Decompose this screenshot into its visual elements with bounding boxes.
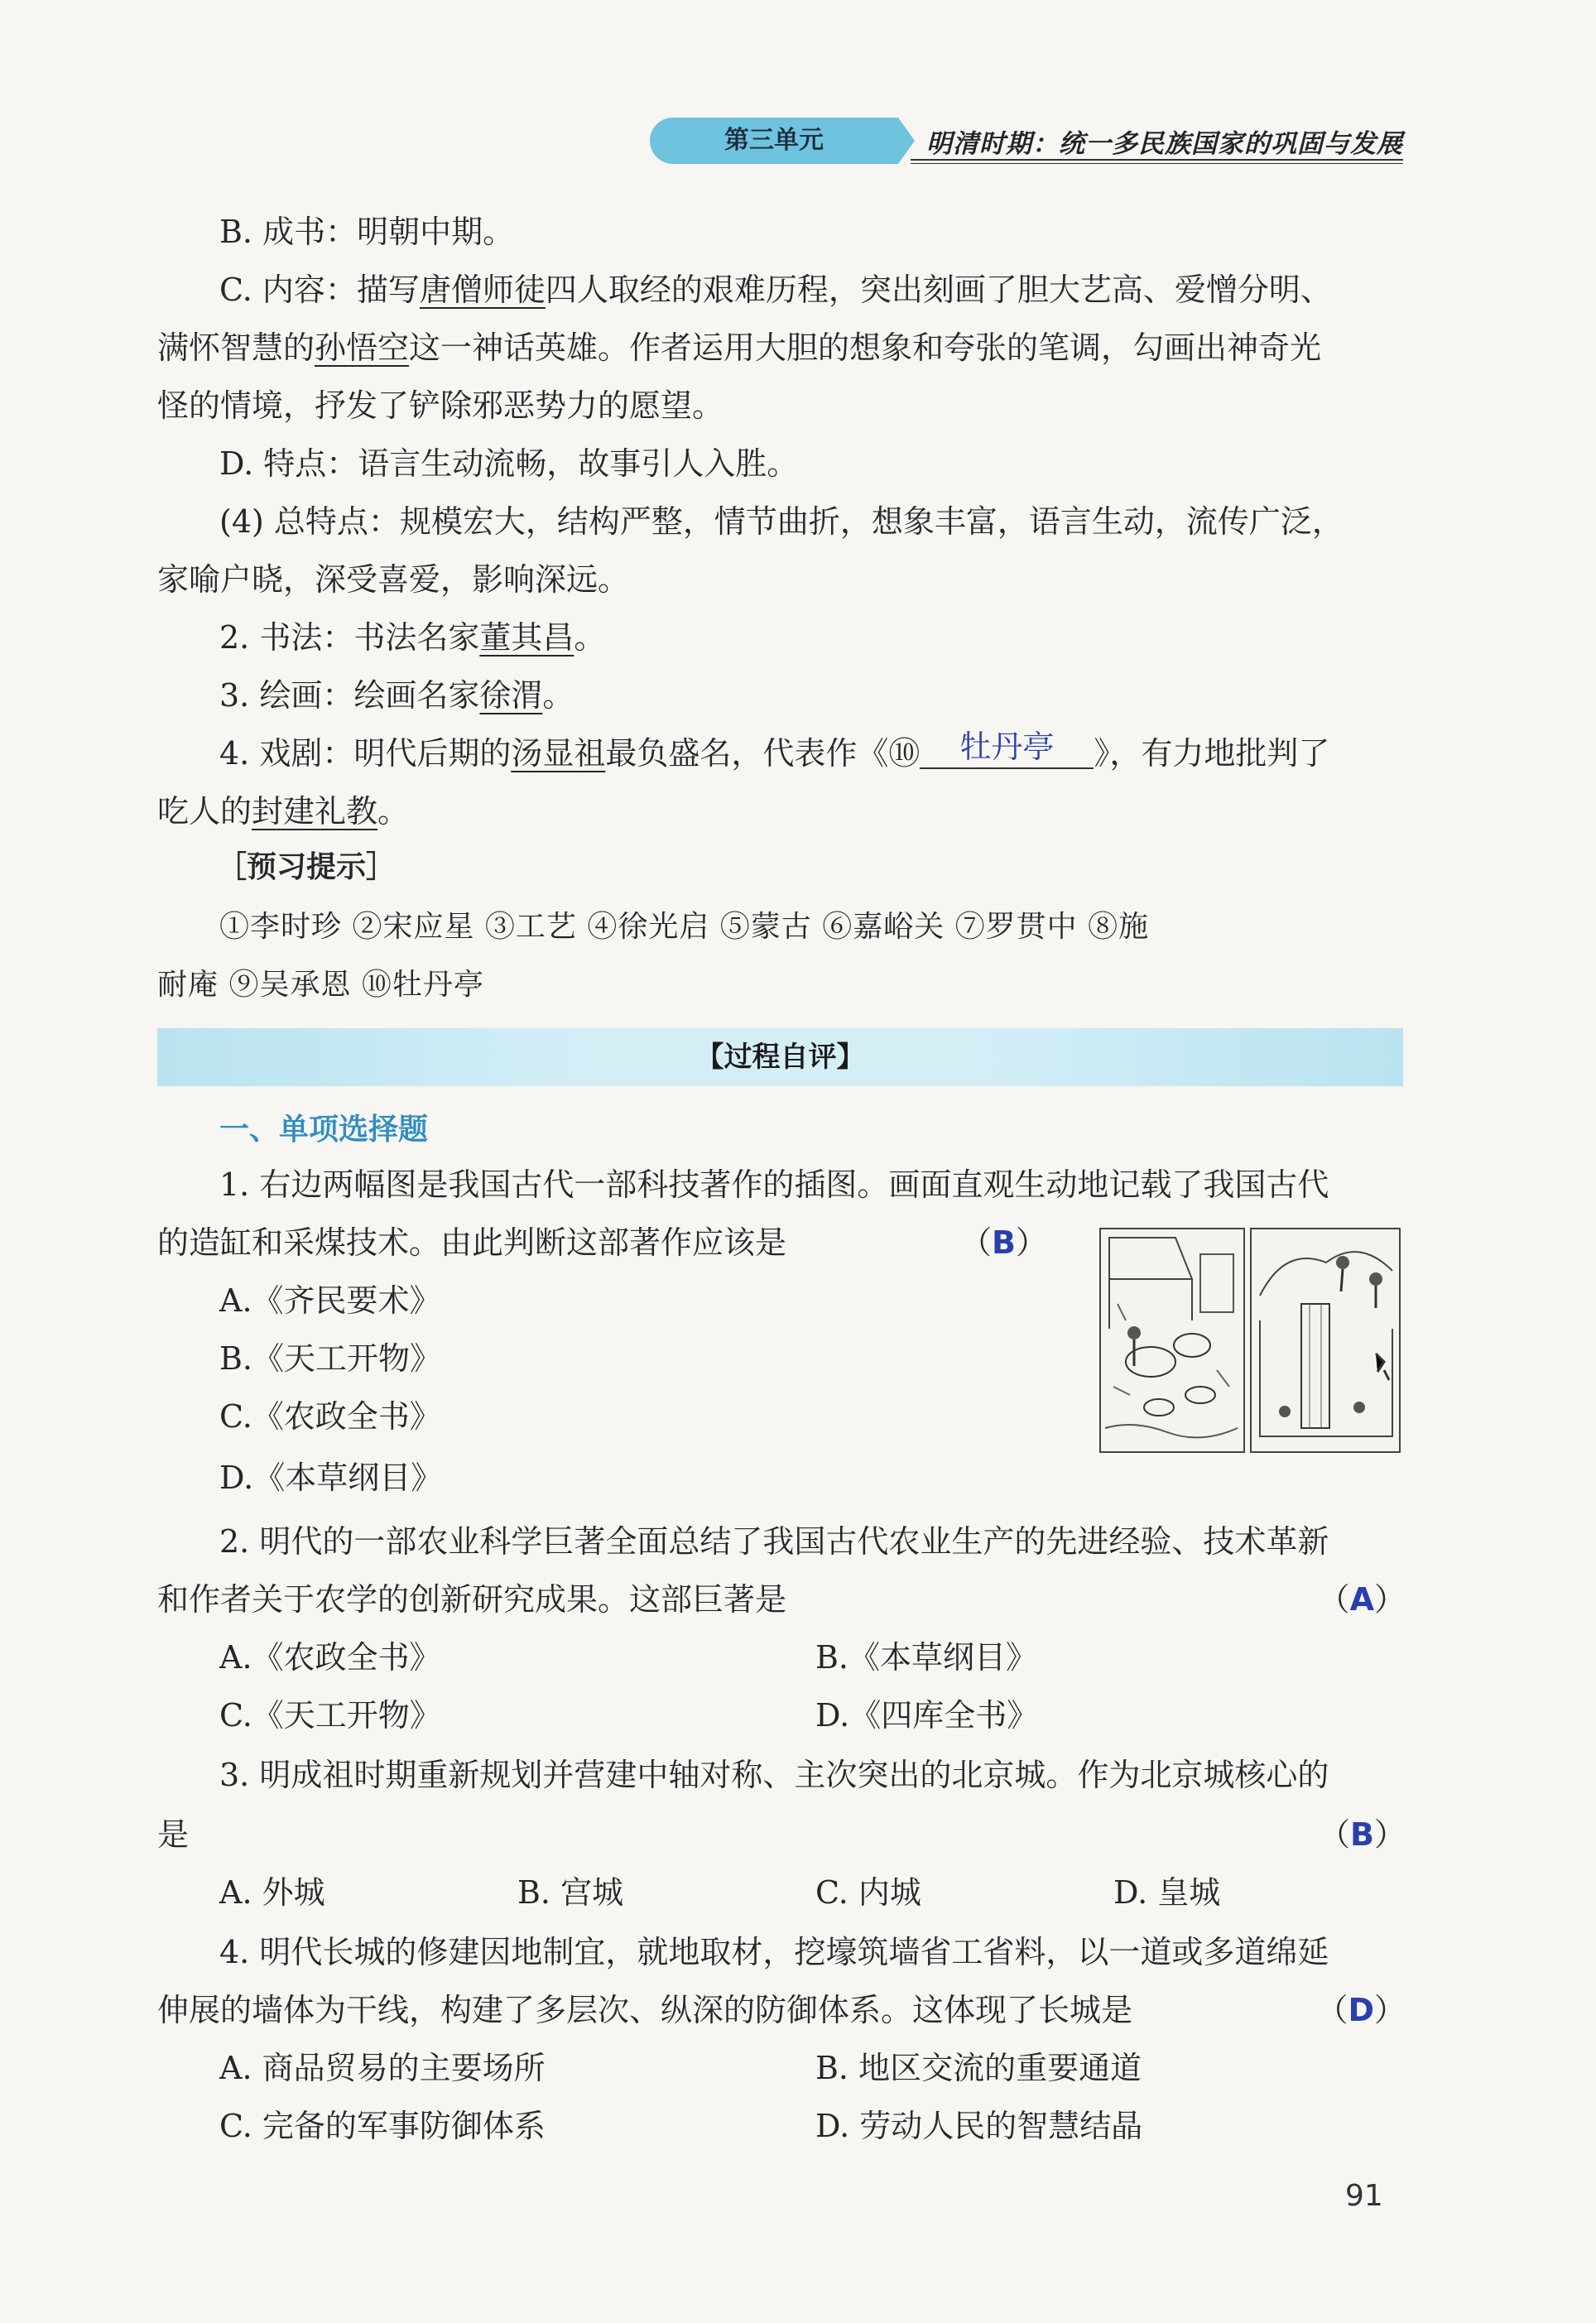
answer-choice: B [1350, 1816, 1374, 1853]
text: 四人取经的艰难历程，突出刻画了胆大艺高、爱憎分明、 [545, 272, 1332, 308]
question-stem: 3. 明成祖时期重新规划并营建中轴对称、主次突出的北京城。作为北京城核心的 [219, 1757, 1329, 1793]
text-line: 家喻户晓，深受喜爱，影响深远。 [157, 561, 630, 598]
preview-line: ①李时珍 ②宋应星 ③工艺 ④徐光启 ⑤蒙古 ⑥嘉峪关 ⑦罗贯中 ⑧施 [219, 910, 1150, 944]
unit-title: 明清时期：统一多民族国家的巩固与发展 [926, 129, 1403, 159]
paren: （ [1319, 1816, 1351, 1853]
answer-choice: D [1348, 1992, 1374, 2028]
answer-paren [1319, 1811, 1406, 1858]
paren: ） [1373, 1816, 1406, 1853]
question-stem: 4. 明代长城的修建因地制宜，就地取材，挖壕筑墙省工省料，以一道或多道绵延 [219, 1934, 1329, 1970]
illustration-coal-mining [1250, 1228, 1401, 1453]
text: 吃人的 [157, 793, 252, 830]
underlined-term: 封建礼教 [252, 793, 378, 830]
option[interactable]: C.《农政全书》 [219, 1398, 441, 1435]
question-stem: 是 [157, 1816, 190, 1853]
header-rule [911, 163, 1403, 164]
preview-line: 耐庵 ⑨吴承恩 ⑩牡丹亭 [157, 968, 484, 1002]
page-number: 91 [1345, 2179, 1383, 2213]
preview-label: ［预习提示］ [217, 850, 397, 884]
paren: （ [1318, 1581, 1350, 1618]
question-stem: 的造缸和采煤技术。由此判断这部著作应该是 [157, 1224, 787, 1261]
answer-choice: B [992, 1224, 1016, 1261]
text-line [219, 672, 1406, 719]
question-stem: 1. 右边两幅图是我国古代一部科技著作的插图。画面直观生动地记载了我国古代 [219, 1166, 1329, 1203]
text-line: (4) 总特点：规模宏大，结构严整，情节曲折，想象丰富，语言生动，流传广泛， [219, 503, 1344, 540]
answer-paren [960, 1219, 1047, 1266]
paren: ） [1015, 1224, 1047, 1261]
question-stem: 2. 明代的一部农业科学巨著全面总结了我国古代农业生产的先进经验、技术革新 [219, 1523, 1329, 1560]
section-subhead: 一、单项选择题 [219, 1113, 429, 1147]
unit-tab: 第三单元 [650, 118, 898, 164]
option[interactable]: B. 地区交流的重要通道 [815, 2050, 1142, 2086]
option[interactable]: D. 皇城 [1113, 1874, 1221, 1911]
option[interactable]: D.《本草纲目》 [219, 1460, 443, 1496]
header-rule [911, 159, 1403, 161]
text: C. 内容：描写 [219, 272, 420, 308]
answer-choice: A [1349, 1581, 1374, 1618]
option[interactable]: D.《四库全书》 [815, 1697, 1039, 1734]
paren: ） [1373, 1992, 1406, 2028]
option[interactable]: B.《本草纲目》 [815, 1639, 1038, 1676]
question-stem: 伸展的墙体为干线，构建了多层次、纵深的防御体系。这体现了长城是 [157, 1992, 1133, 2028]
fill-in-blank[interactable]: 牡丹亭 [920, 726, 1094, 769]
option[interactable]: A.《农政全书》 [219, 1639, 441, 1676]
text: 》，有力地批判了 [1094, 735, 1330, 772]
paren: ） [1373, 1581, 1406, 1618]
text: 3. 绘画：绘画名家 [219, 677, 480, 714]
option[interactable]: A.《齐民要术》 [219, 1282, 441, 1319]
illustration-pottery [1099, 1228, 1245, 1453]
paren: （ [960, 1224, 993, 1261]
option[interactable]: D. 劳动人民的智慧结晶 [815, 2108, 1143, 2144]
text: 最负盛名，代表作《⑩ [605, 735, 921, 772]
option[interactable]: C. 内城 [815, 1874, 921, 1911]
text-line [219, 730, 1406, 777]
paren: （ [1316, 1992, 1348, 2028]
underlined-term: 徐渭 [479, 677, 543, 714]
text-line: D. 特点：语言生动流畅，故事引人入胜。 [219, 445, 799, 482]
underlined-term: 董其昌 [479, 619, 574, 656]
question-stem: 和作者关于农学的创新研究成果。这部巨著是 [157, 1581, 787, 1618]
text-line: B. 成书：明朝中期。 [219, 214, 515, 250]
section-band: 【过程自评】 [157, 1028, 1403, 1086]
option[interactable]: A. 外城 [219, 1874, 325, 1911]
text-line [219, 267, 1406, 313]
text: 2. 书法：书法名家 [219, 619, 480, 656]
text: 。 [377, 793, 410, 830]
answer-paren [1319, 1576, 1406, 1623]
text: 这一神话英雄。作者运用大胆的想象和夸张的笔调，勾画出神奇光 [409, 329, 1322, 366]
answer-paren [1316, 1987, 1406, 2033]
underlined-term: 孙悟空 [315, 329, 410, 366]
underlined-term: 汤显祖 [511, 735, 606, 772]
option[interactable]: B.《天工开物》 [219, 1340, 442, 1377]
text-line [157, 325, 1406, 371]
text: 满怀智慧的 [157, 329, 315, 366]
text: 4. 戏剧：明代后期的 [219, 735, 512, 772]
option[interactable]: B. 宫城 [517, 1874, 624, 1911]
text: 。 [542, 677, 574, 714]
text: 。 [574, 619, 606, 656]
option[interactable]: C.《天工开物》 [219, 1697, 441, 1734]
text-line [157, 788, 1406, 834]
text-line: 怪的情境，抒发了铲除邪恶势力的愿望。 [157, 387, 724, 424]
option[interactable]: C. 完备的军事防御体系 [219, 2108, 546, 2144]
option[interactable]: A. 商品贸易的主要场所 [219, 2050, 546, 2086]
underlined-term: 唐僧师徒 [419, 272, 546, 308]
text-line [219, 614, 1406, 661]
